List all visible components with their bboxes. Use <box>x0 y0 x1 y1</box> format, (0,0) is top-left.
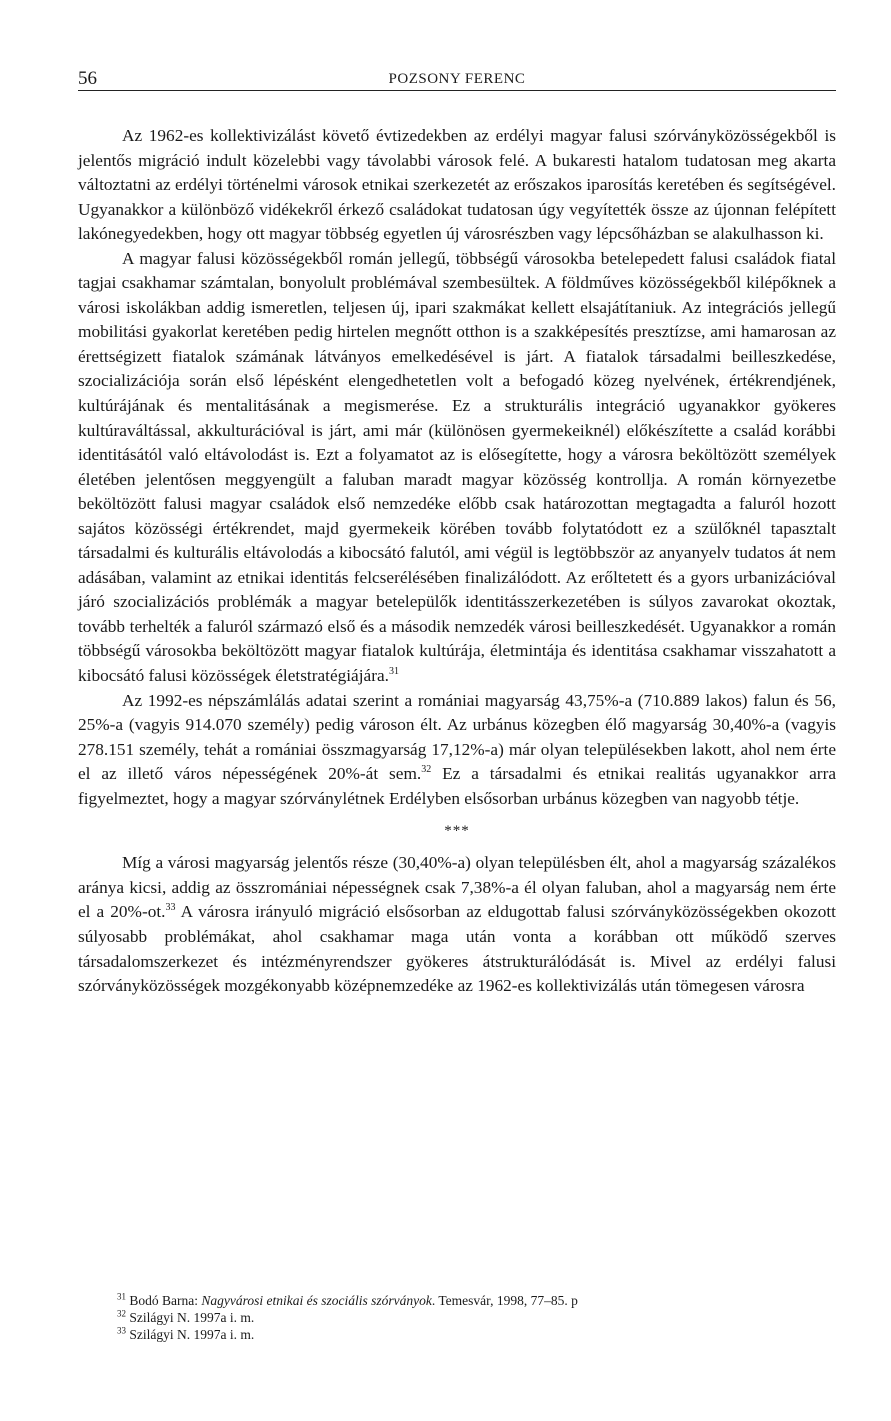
paragraph <box>78 124 836 247</box>
footnote-author: Szilágyi N. 1997a i. m. <box>129 1327 255 1342</box>
footnote-number: 31 <box>117 1291 126 1302</box>
footnote <box>117 1292 817 1309</box>
paragraph <box>78 689 836 812</box>
footnote-ref[interactable]: 33 <box>165 902 176 914</box>
footnote-author: Szilágyi N. 1997a i. m. <box>129 1310 255 1325</box>
running-title: POZSONY FERENC <box>388 71 526 87</box>
footnote-author: Bodó Barna: <box>129 1293 202 1308</box>
footnote-number: 33 <box>117 1325 126 1336</box>
footnotes <box>117 1292 817 1343</box>
footnote-ref[interactable]: 31 <box>388 666 399 678</box>
paragraph-text: Míg a városi magyarság jelentős része (30,40%-a) olyan településben élt, ahol a magyarság százalékos aránya kicsi, addig az összromániai népességnek csak 7,38%-a él olyan faluban, ahol a magyarság nem érte el a 20%-ot. <box>78 853 836 922</box>
paragraph-text: A városra irányuló migráció elsősorban az eldugottab falusi szórványközösségekben okozott súlyosabb problémákat, ahol csakhamar maga után vonta a korábban ott működő szerves társadalomszerkezet és intézményrendszer gyökeres átstrukturálódását is. Mivel az erdélyi falusi szórványközösségek mozgékonyabb középnemzedéke az 1962-es kollektivizálás után tömegesen városra <box>78 902 836 996</box>
footnote-rest: . Temesvár, 1998, 77–85. p <box>431 1293 578 1308</box>
paragraph-text: A magyar falusi közösségekből román jellegű, többségű városokba betelepedett falusi családok fiatal tagjai csakhamar számtalan, bonyolult problémával szembesültek. A földműves közösségekből kilépőknek a városi iskolákban addig ismeretlen, teljesen új, ipari szakmákat kellett elsajátítaniuk. Az integrációs jellegű mobilitási gyakorlat keretében pedig hirtelen megnőtt otthon is a szakképesítés presztízse, ami hamarosan az érettségizett fiatalok számának látványos emelkedésével is járt. A fiatalok társadalmi beilleszkedése, szocializációja során első lépésként elengedhetetlen volt a befogadó közeg nyelvének, értékrendjének, kultúrájának és mentalitásának a megismerése. Ez a strukturális integráció ugyanakkor gyökeres kultúraváltással, akkulturációval is járt, ami már (különösen gyermekeiknél) előkészítette a család korábbi identitásától való eltávolodást is. Ezt a folyamatot az is elősegítette, hogy a városra beköltözött személyek életében jelentősen meggyengült a faluban maradt magyar közösség kontrollja. A román környezetbe beköltözött falusi magyar családok első nemzedéke előbb csak határozottan megtagadta a faluról hozott sajátos közösségi értékrendet, majd gyermekeik körében tovább folytatódott ez a szülőknél tapasztalt társadalmi és kulturális eltávolodás a kibocsátó falutól, ami végül is legtöbbször az anyanyelv tudatos át nem adásában, valamint az etnikai identitás felcserélésében finalizálódott. Az erőltetett és a gyors urbanizációval járó szocializációs problémák a magyar betelepülők identitásszerkezetében is súlyos zavarokat okoztak, tovább terhelték a faluról származó első és a második nemzedék városi beilleszkedését. Ugyanakkor a román többségű városokba beköltözött magyar fiatalok kultúrája, életmintája és identitása csakhamar visszahatott a kibocsátó falusi közösségek életstratégiájára. <box>78 248 836 686</box>
page-header <box>78 68 836 91</box>
footnote <box>117 1309 817 1326</box>
paragraph <box>78 851 836 998</box>
footnote-ref[interactable]: 32 <box>421 764 432 776</box>
footnote-title: Nagyvárosi etnikai és szociális szórványok <box>201 1293 432 1308</box>
footnote <box>117 1326 817 1343</box>
page-number: 56 <box>78 68 97 89</box>
paragraph-text: Az 1962-es kollektivizálást követő évtizedekben az erdélyi magyar falusi szórványközösségekből is jelentős migráció indult közelebbi vagy távolabbi városok felé. A bukaresti hatalom tudatosan meg akarta változtatni az erdélyi történelmi városok etnikai szerkezetét az erőszakos iparosítás keretében és segítségével. Ugyanakkor a különböző vidékekről érkező családokat tudatosan úgy vegyítették össze az újonnan felépített lakónegyedekben, hogy ott magyar többség egyetlen új városrészben vagy lépcsőházban se alakulhasson ki. <box>78 126 836 244</box>
body-text <box>78 124 836 999</box>
paragraph-text: Az 1992-es népszámlálás adatai szerint a romániai magyarság 43,75%-a (710.889 lakos) falun és 56, 25%-a (vagyis 914.070 személy) pedig városon élt. Az urbánus közegben élő magyarság 30,40%-a (vagyis 278.151 személy, tehát a romániai összmagyarság 17,12%-a) már olyan településekben lakott, ahol nem érte el az illető város népességének 20%-át sem. <box>78 690 836 784</box>
footnote-number: 32 <box>117 1308 126 1319</box>
section-separator: *** <box>444 823 470 840</box>
paragraph-text: Ez a társadalmi és etnikai realitás ugyanakkor arra figyelmeztet, hogy a magyar szórványlétnek Erdélyben elsősorban urbánus közegben van nagyobb tétje. <box>78 764 836 808</box>
paragraph <box>78 247 836 689</box>
